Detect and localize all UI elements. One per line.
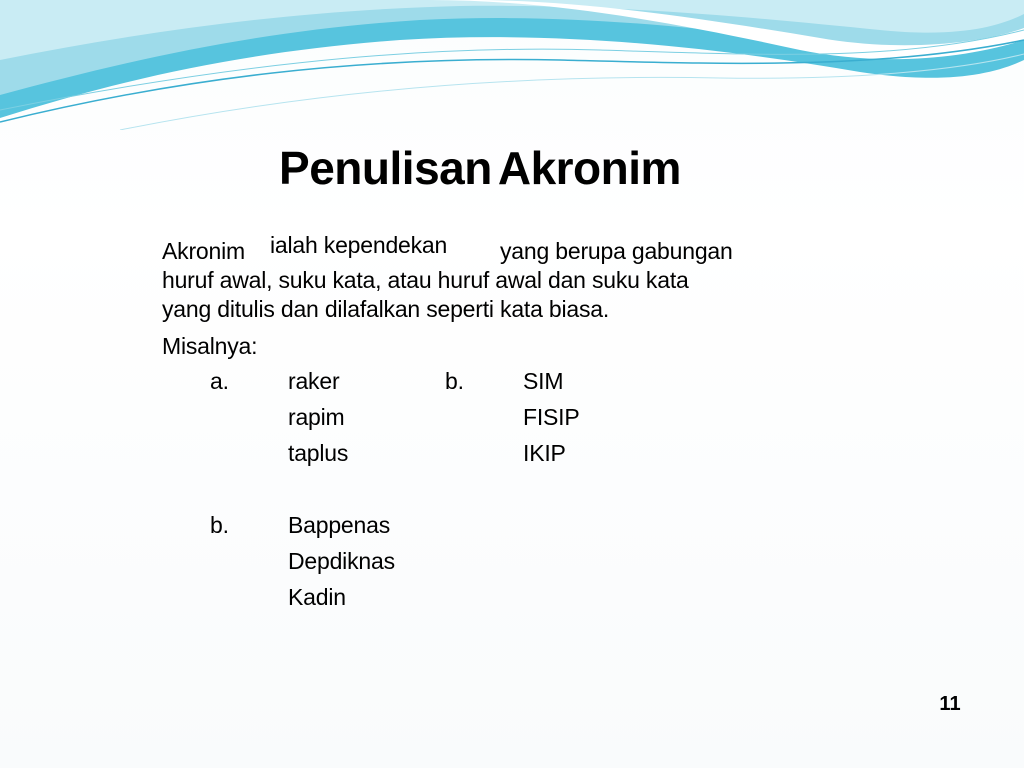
definition-line2: huruf awal, suku kata, atau huruf awal dan suku kata [162,267,689,293]
list-item: SIM [523,368,564,394]
list-marker-b-left: b. [210,512,229,538]
list-item: rapim [288,404,345,430]
definition-phrase: ialah kependekan [270,232,448,258]
definition-line3: yang ditulis dan dilafalkan seperti kata biasa. [162,296,610,322]
list-item: IKIP [523,440,566,466]
list-marker-b-right: b. [445,368,464,394]
list-item: taplus [288,440,349,466]
definition-term: Akronim [162,238,245,264]
list-item: Bappenas [288,512,390,538]
list-item: FISIP [523,404,580,430]
example-label [162,331,257,361]
example-label-text: Misalnya [162,333,252,359]
example-label-colon: : [251,333,258,359]
title-word-1: Penulisan [279,142,492,194]
definition-line1-end: yang berupa gabungan [500,238,733,264]
page-number: 11 [939,693,961,715]
title-word-2: Akronim [497,142,681,194]
list-marker-a: a. [210,368,229,394]
slide-title [0,138,960,198]
list-item: Depdiknas [288,548,395,574]
list-item: Kadin [288,584,346,610]
list-item: raker [288,368,340,394]
header-wave-decoration [0,0,1024,130]
